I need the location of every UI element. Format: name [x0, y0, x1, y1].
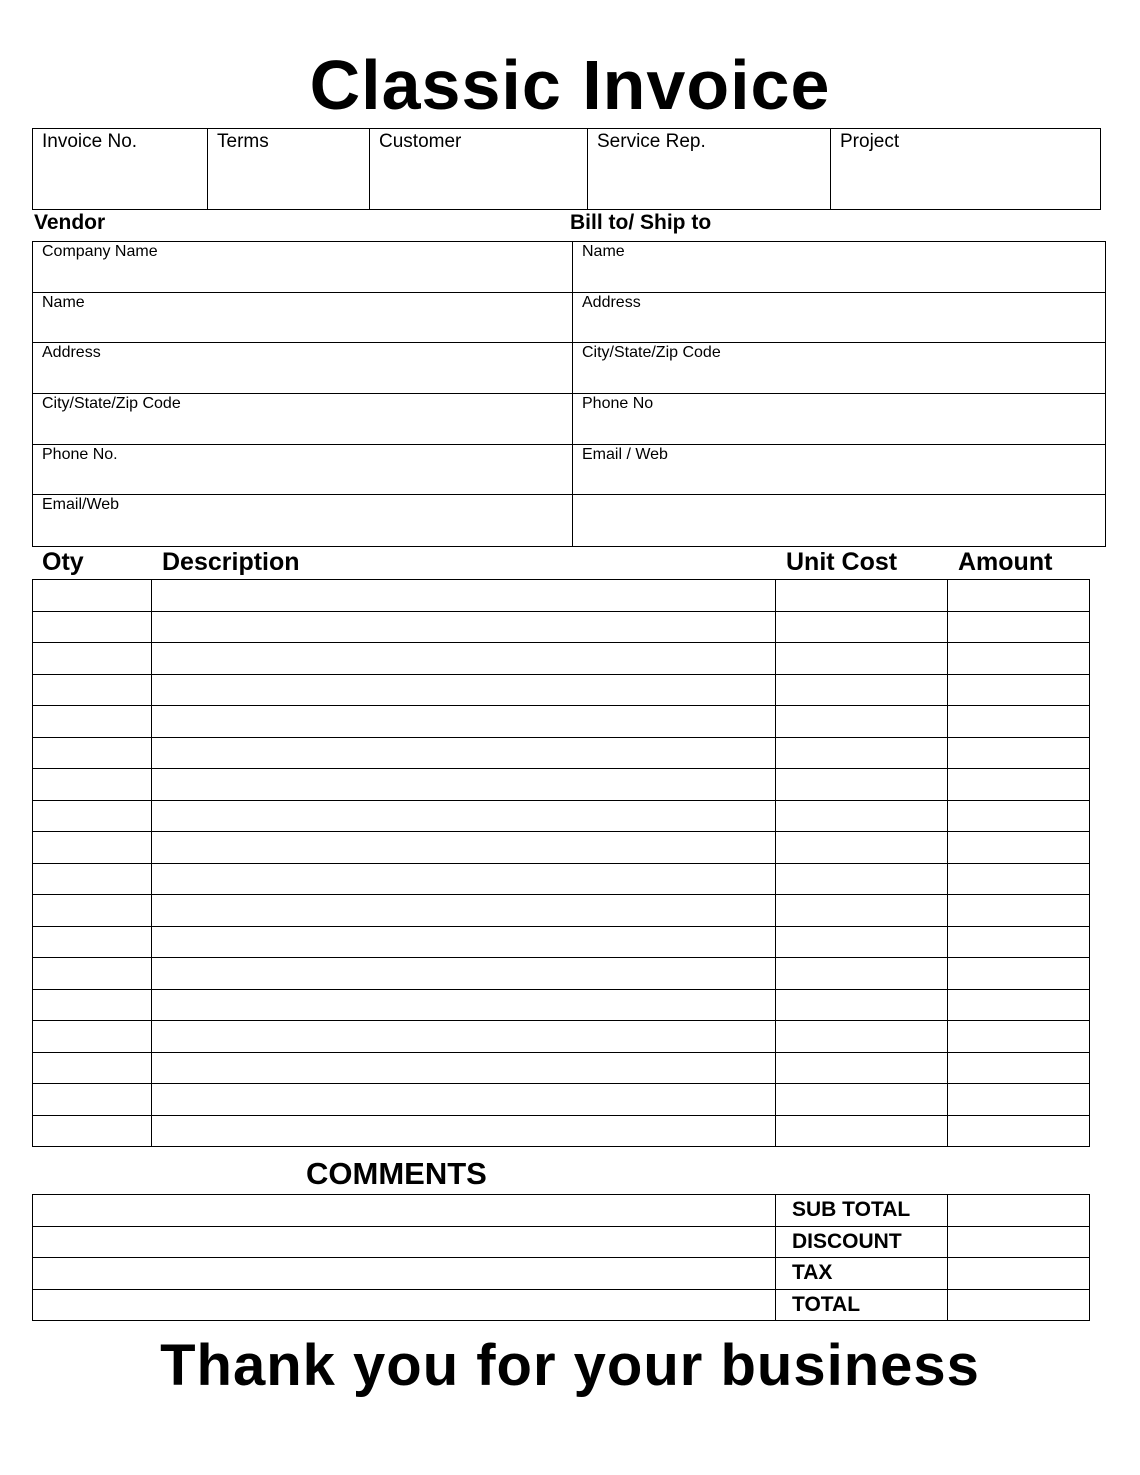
qty-cell[interactable] [33, 580, 152, 612]
unit-cost-cell[interactable] [776, 863, 948, 895]
amount-cell[interactable] [948, 1021, 1090, 1053]
billto-city-state-zip-field[interactable] [573, 343, 1105, 394]
amount-column-header: Amount [958, 548, 1053, 576]
total-label: TOTAL [776, 1289, 948, 1321]
amount-cell[interactable] [948, 706, 1090, 738]
unit-cost-cell[interactable] [776, 800, 948, 832]
unit-cost-cell[interactable] [776, 706, 948, 738]
field-label: Company Name [42, 243, 158, 260]
qty-cell[interactable] [33, 643, 152, 675]
field-label: City/State/Zip Code [42, 395, 181, 412]
amount-cell[interactable] [948, 958, 1090, 990]
description-cell[interactable] [152, 958, 776, 990]
description-cell[interactable] [152, 1115, 776, 1147]
description-cell[interactable] [152, 1021, 776, 1053]
description-cell[interactable] [152, 800, 776, 832]
unit-cost-cell[interactable] [776, 895, 948, 927]
qty-cell[interactable] [33, 800, 152, 832]
project-field[interactable] [831, 129, 1100, 209]
field-label: Phone No [582, 395, 654, 412]
description-cell[interactable] [152, 989, 776, 1021]
terms-label: Terms [217, 131, 269, 152]
description-cell[interactable] [152, 706, 776, 738]
terms-field[interactable] [208, 129, 370, 209]
unit-cost-cell[interactable] [776, 958, 948, 990]
description-cell[interactable] [152, 737, 776, 769]
comment-line[interactable] [33, 1289, 776, 1321]
qty-cell[interactable] [33, 1021, 152, 1053]
billto-email-web-field[interactable] [573, 445, 1105, 496]
comment-line[interactable] [33, 1226, 776, 1258]
field-label: Phone No. [42, 445, 118, 463]
qty-cell[interactable] [33, 737, 152, 769]
tax-label: TAX [776, 1258, 948, 1290]
vendor-company-name-field[interactable] [33, 242, 573, 293]
amount-cell[interactable] [948, 737, 1090, 769]
amount-cell[interactable] [948, 1084, 1090, 1116]
amount-cell[interactable] [948, 1115, 1090, 1147]
line-item-row [33, 1084, 1090, 1116]
qty-column-header: Oty [42, 548, 84, 576]
billto-name-field[interactable] [573, 242, 1105, 293]
line-item-row [33, 832, 1090, 864]
vendor-phone-field[interactable] [33, 445, 573, 496]
unit-cost-cell[interactable] [776, 1084, 948, 1116]
unit-cost-cell[interactable] [776, 611, 948, 643]
description-cell[interactable] [152, 926, 776, 958]
line-item-row [33, 926, 1090, 958]
field-label: Email / Web [582, 445, 668, 463]
comments-heading: COMMENTS [306, 1156, 487, 1191]
comment-line[interactable] [33, 1195, 776, 1227]
unit-cost-cell[interactable] [776, 769, 948, 801]
amount-cell[interactable] [948, 1052, 1090, 1084]
line-item-row [33, 674, 1090, 706]
totals-row [33, 1195, 1090, 1227]
description-cell[interactable] [152, 1084, 776, 1116]
qty-cell[interactable] [33, 1084, 152, 1116]
customer-label: Customer [379, 131, 462, 152]
unit-cost-cell[interactable] [776, 737, 948, 769]
totals-row [33, 1226, 1090, 1258]
thank-you-footer: Thank you for your business [160, 1333, 980, 1398]
line-item-row [33, 769, 1090, 801]
field-label: City/State/Zip Code [582, 344, 721, 362]
service-rep-field[interactable] [588, 129, 831, 209]
qty-cell[interactable] [33, 958, 152, 990]
address-grid [32, 241, 1106, 547]
description-cell[interactable] [152, 863, 776, 895]
line-items-table [32, 579, 1090, 1147]
vendor-address-field[interactable] [33, 343, 573, 394]
amount-cell[interactable] [948, 989, 1090, 1021]
amount-cell[interactable] [948, 895, 1090, 927]
qty-cell[interactable] [33, 895, 152, 927]
project-label: Project [840, 131, 900, 152]
qty-cell[interactable] [33, 769, 152, 801]
field-label: Address [42, 344, 101, 362]
field-label: Email/Web [42, 496, 120, 514]
qty-cell[interactable] [33, 674, 152, 706]
unit-cost-cell[interactable] [776, 1021, 948, 1053]
field-label: Name [42, 293, 85, 311]
line-item-row [33, 643, 1090, 675]
line-item-row [33, 958, 1090, 990]
qty-cell[interactable] [33, 611, 152, 643]
line-item-row [33, 800, 1090, 832]
line-item-row [33, 863, 1090, 895]
discount-value-field[interactable] [948, 1226, 1090, 1258]
amount-cell[interactable] [948, 643, 1090, 675]
vendor-email-web-field[interactable] [33, 495, 573, 546]
qty-cell[interactable] [33, 1115, 152, 1147]
field-label: Address [582, 293, 641, 311]
comments-totals-table [32, 1194, 1090, 1321]
vendor-name-field[interactable] [33, 293, 573, 344]
vendor-city-state-zip-field[interactable] [33, 394, 573, 445]
billto-heading: Bill to/ Ship to [570, 211, 712, 234]
tax-value-field[interactable] [948, 1258, 1090, 1290]
description-cell[interactable] [152, 769, 776, 801]
qty-cell[interactable] [33, 832, 152, 864]
unit-cost-cell[interactable] [776, 926, 948, 958]
qty-cell[interactable] [33, 1052, 152, 1084]
billto-address-field[interactable] [573, 293, 1105, 344]
billto-blank-field[interactable] [573, 495, 1105, 546]
qty-cell[interactable] [33, 706, 152, 738]
field-label: Name [582, 243, 625, 260]
description-cell[interactable] [152, 895, 776, 927]
qty-cell[interactable] [33, 989, 152, 1021]
description-cell[interactable] [152, 1052, 776, 1084]
invoice-no-field[interactable] [33, 129, 208, 209]
amount-cell[interactable] [948, 611, 1090, 643]
subtotal-label: SUB TOTAL [776, 1195, 948, 1227]
line-item-row [33, 989, 1090, 1021]
line-item-row [33, 580, 1090, 612]
unit-cost-cell[interactable] [776, 580, 948, 612]
line-item-row [33, 895, 1090, 927]
totals-row [33, 1289, 1090, 1321]
vendor-heading: Vendor [34, 211, 106, 234]
invoice-title: Classic Invoice [309, 46, 831, 124]
unit-cost-cell[interactable] [776, 643, 948, 675]
subtotal-value-field[interactable] [948, 1195, 1090, 1227]
invoice-header-fields [32, 128, 1101, 210]
unit-cost-cell[interactable] [776, 989, 948, 1021]
line-item-row [33, 706, 1090, 738]
amount-cell[interactable] [948, 863, 1090, 895]
amount-cell[interactable] [948, 580, 1090, 612]
amount-cell[interactable] [948, 926, 1090, 958]
line-items-body [33, 580, 1090, 1147]
total-value-field[interactable] [948, 1289, 1090, 1321]
qty-cell[interactable] [33, 926, 152, 958]
line-item-row [33, 1115, 1090, 1147]
line-item-row [33, 611, 1090, 643]
description-column-header: Description [162, 548, 300, 576]
invoice-no-label: Invoice No. [42, 131, 138, 152]
description-cell[interactable] [152, 580, 776, 612]
unit-cost-cell[interactable] [776, 832, 948, 864]
description-cell[interactable] [152, 611, 776, 643]
description-cell[interactable] [152, 832, 776, 864]
service-rep-label: Service Rep. [597, 131, 706, 152]
amount-cell[interactable] [948, 769, 1090, 801]
comment-line[interactable] [33, 1258, 776, 1290]
line-item-row [33, 1052, 1090, 1084]
billto-phone-field[interactable] [573, 394, 1105, 445]
line-item-row [33, 737, 1090, 769]
description-cell[interactable] [152, 643, 776, 675]
amount-cell[interactable] [948, 800, 1090, 832]
unit-cost-column-header: Unit Cost [786, 548, 898, 576]
amount-cell[interactable] [948, 674, 1090, 706]
description-cell[interactable] [152, 674, 776, 706]
unit-cost-cell[interactable] [776, 1115, 948, 1147]
amount-cell[interactable] [948, 832, 1090, 864]
totals-row [33, 1258, 1090, 1290]
unit-cost-cell[interactable] [776, 1052, 948, 1084]
customer-field[interactable] [370, 129, 588, 209]
qty-cell[interactable] [33, 863, 152, 895]
discount-label: DISCOUNT [776, 1226, 948, 1258]
line-item-row [33, 1021, 1090, 1053]
unit-cost-cell[interactable] [776, 674, 948, 706]
